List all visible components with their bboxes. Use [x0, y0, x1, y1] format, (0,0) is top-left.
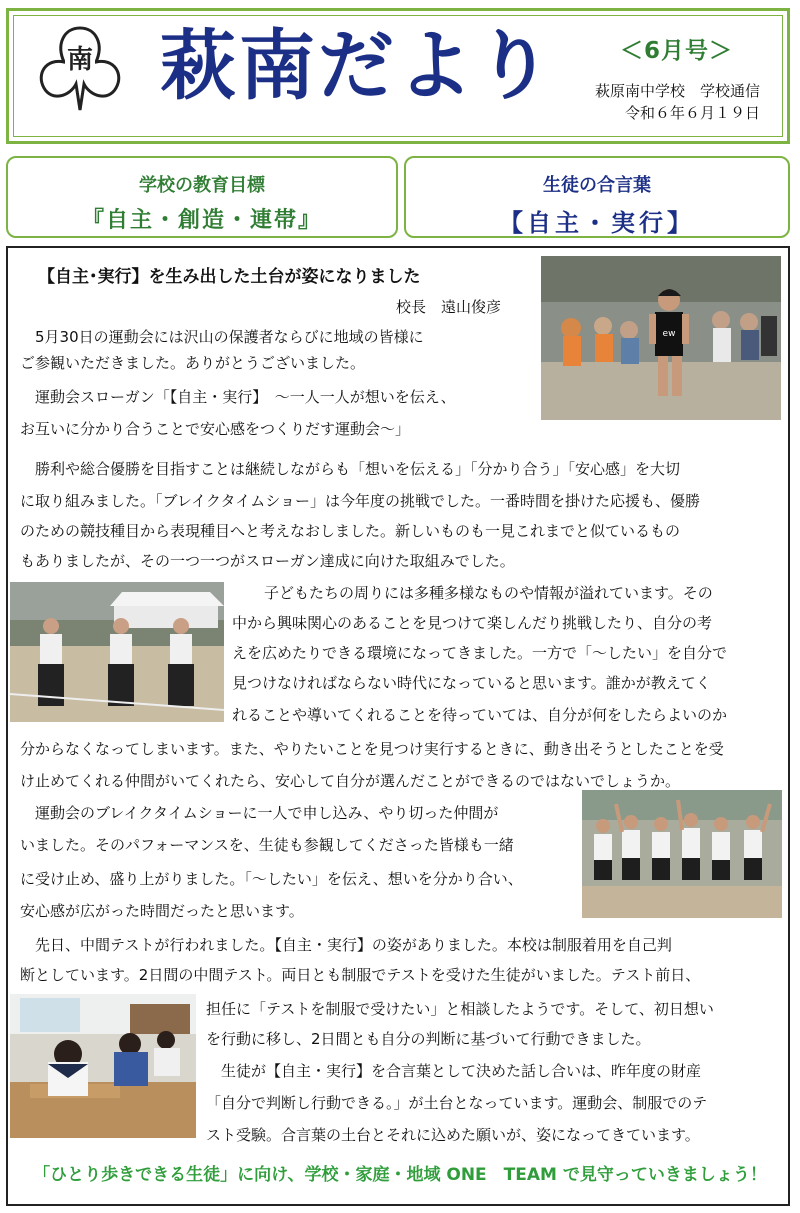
school-name: 萩原南中学校 学校通信 [594, 82, 760, 100]
paragraph-line: 安心感が広がった時間だったと思います。 [20, 902, 304, 920]
issue-info [590, 80, 760, 124]
paragraph-line: け止めてくれる仲間がいてくれたら、安心して自分が選んだことができるのではないでしょうか。 [20, 772, 681, 790]
paragraph-line: 運動会スローガン「【自主・実行】 ～一人一人が想いを伝え、 [20, 388, 456, 406]
closing-message: 「ひとり歩きできる生徒」に向け、学校・家庭・地域 ONE TEAM で見守っていきましょう！ [33, 1165, 767, 1185]
paragraph-line: 子どもたちの周りには多種多様なものや情報が溢れています。その [264, 584, 713, 602]
article-author: 校長 遠山俊彦 [396, 298, 502, 316]
paragraph-line: 勝利や総合優勝を目指すことは継続しながらも「想いを伝える」「分かり合う」「安心感」を大切 [20, 460, 681, 478]
education-goal-box [6, 156, 398, 238]
paragraph-line: 担任に「テストを制服で受けたい」と相談したようです。そして、初日想い [206, 1000, 714, 1018]
photo-students-cheering [582, 790, 782, 918]
student-motto-box [404, 156, 790, 238]
paragraph-line: 「自分で判断し行動できる。」が土台となっています。運動会、制服でのテ [206, 1094, 708, 1112]
paragraph-line: に取り組みました。「ブレイクタイムショー」は今年度の挑戦でした。一番時間を掛けた応援も、優勝 [20, 492, 700, 510]
paragraph-line: ご参観いただきました。ありがとうございました。 [20, 354, 366, 372]
paragraph-line: お互いに分かり合うことで安心感をつくりだす運動会～」 [20, 420, 411, 438]
paragraph-line: 見つけなければならない時代になっていると思います。誰かが教えてく [232, 674, 711, 692]
svg-text:ew: ew [662, 329, 676, 339]
student-motto-title: 生徒の合言葉 [543, 175, 651, 196]
paragraph-line: に受け止め、盛り上がりました。「～したい」を伝え、想いを分かり合い、 [20, 870, 523, 888]
paragraph-line: を行動に移し、2日間とも自分の判断に基づいて行動できました。 [206, 1030, 651, 1048]
paragraph-line: 5月30日の運動会には沢山の保護者ならびに地域の皆様に [20, 328, 424, 346]
student-motto-text: 【自主・実行】 [499, 209, 695, 237]
paragraph-line: 中から興味関心のあることを見つけて楽しんだり挑戦したり、自分の考 [232, 614, 713, 632]
newsletter-title: 萩南だより [160, 21, 555, 110]
photo-classroom-test [10, 994, 196, 1138]
issue-date: 令和６年６月１９日 [624, 104, 760, 122]
education-goal-text: 『自主・創造・連帯』 [81, 208, 322, 233]
article-headline: 【自主･実行】を生み出した土台が姿になりました [38, 267, 421, 287]
issue-label: ＜6月号＞ [620, 38, 734, 64]
paragraph-line: 生徒が【自主・実行】を合言葉として決めた話し合いは、昨年度の財産 [206, 1062, 702, 1080]
photo-breaktime-show [541, 256, 781, 420]
paragraph-line: 運動会のブレイクタイムショーに一人で申し込み、やり切った仲間が [20, 804, 499, 822]
school-emblem-icon [34, 22, 126, 116]
paragraph-line: れることや導いてくれることを待っていては、自分が何をしたらよいのか [232, 706, 728, 724]
paragraph-line: 分からなくなってしまいます。また、やりたいことを見つけ実行するときに、動き出そうとしたことを受 [20, 740, 724, 758]
paragraph-line: 断としています。2日間の中間テスト。両日とも制服でテストを受けた生徒がいました。テスト前日、 [20, 966, 701, 984]
photo-dance-performance [10, 582, 224, 722]
paragraph-line: いました。そのパフォーマンスを、生徒も参観してくださった皆様も一緒 [20, 836, 514, 854]
paragraph-line: のための競技種目から表現種目へと考えなおしました。新しいものも一見これまでと似ているもの [20, 522, 681, 540]
paragraph-line: もありましたが、その一つ一つがスローガン達成に向けた取組みでした。 [20, 552, 515, 570]
emblem-character: 南 [66, 45, 94, 75]
paragraph-line: えを広めたりできる環境になってきました。一方で「～したい」を自分で [232, 644, 728, 662]
paragraph-line: スト受験。合言葉の土台とそれに込めた願いが、姿になってきています。 [206, 1126, 700, 1144]
education-goal-title: 学校の教育目標 [139, 175, 265, 196]
paragraph-line: 先日、中間テストが行われました。【自主・実行】の姿がありました。本校は制服着用を自己判 [20, 936, 672, 954]
